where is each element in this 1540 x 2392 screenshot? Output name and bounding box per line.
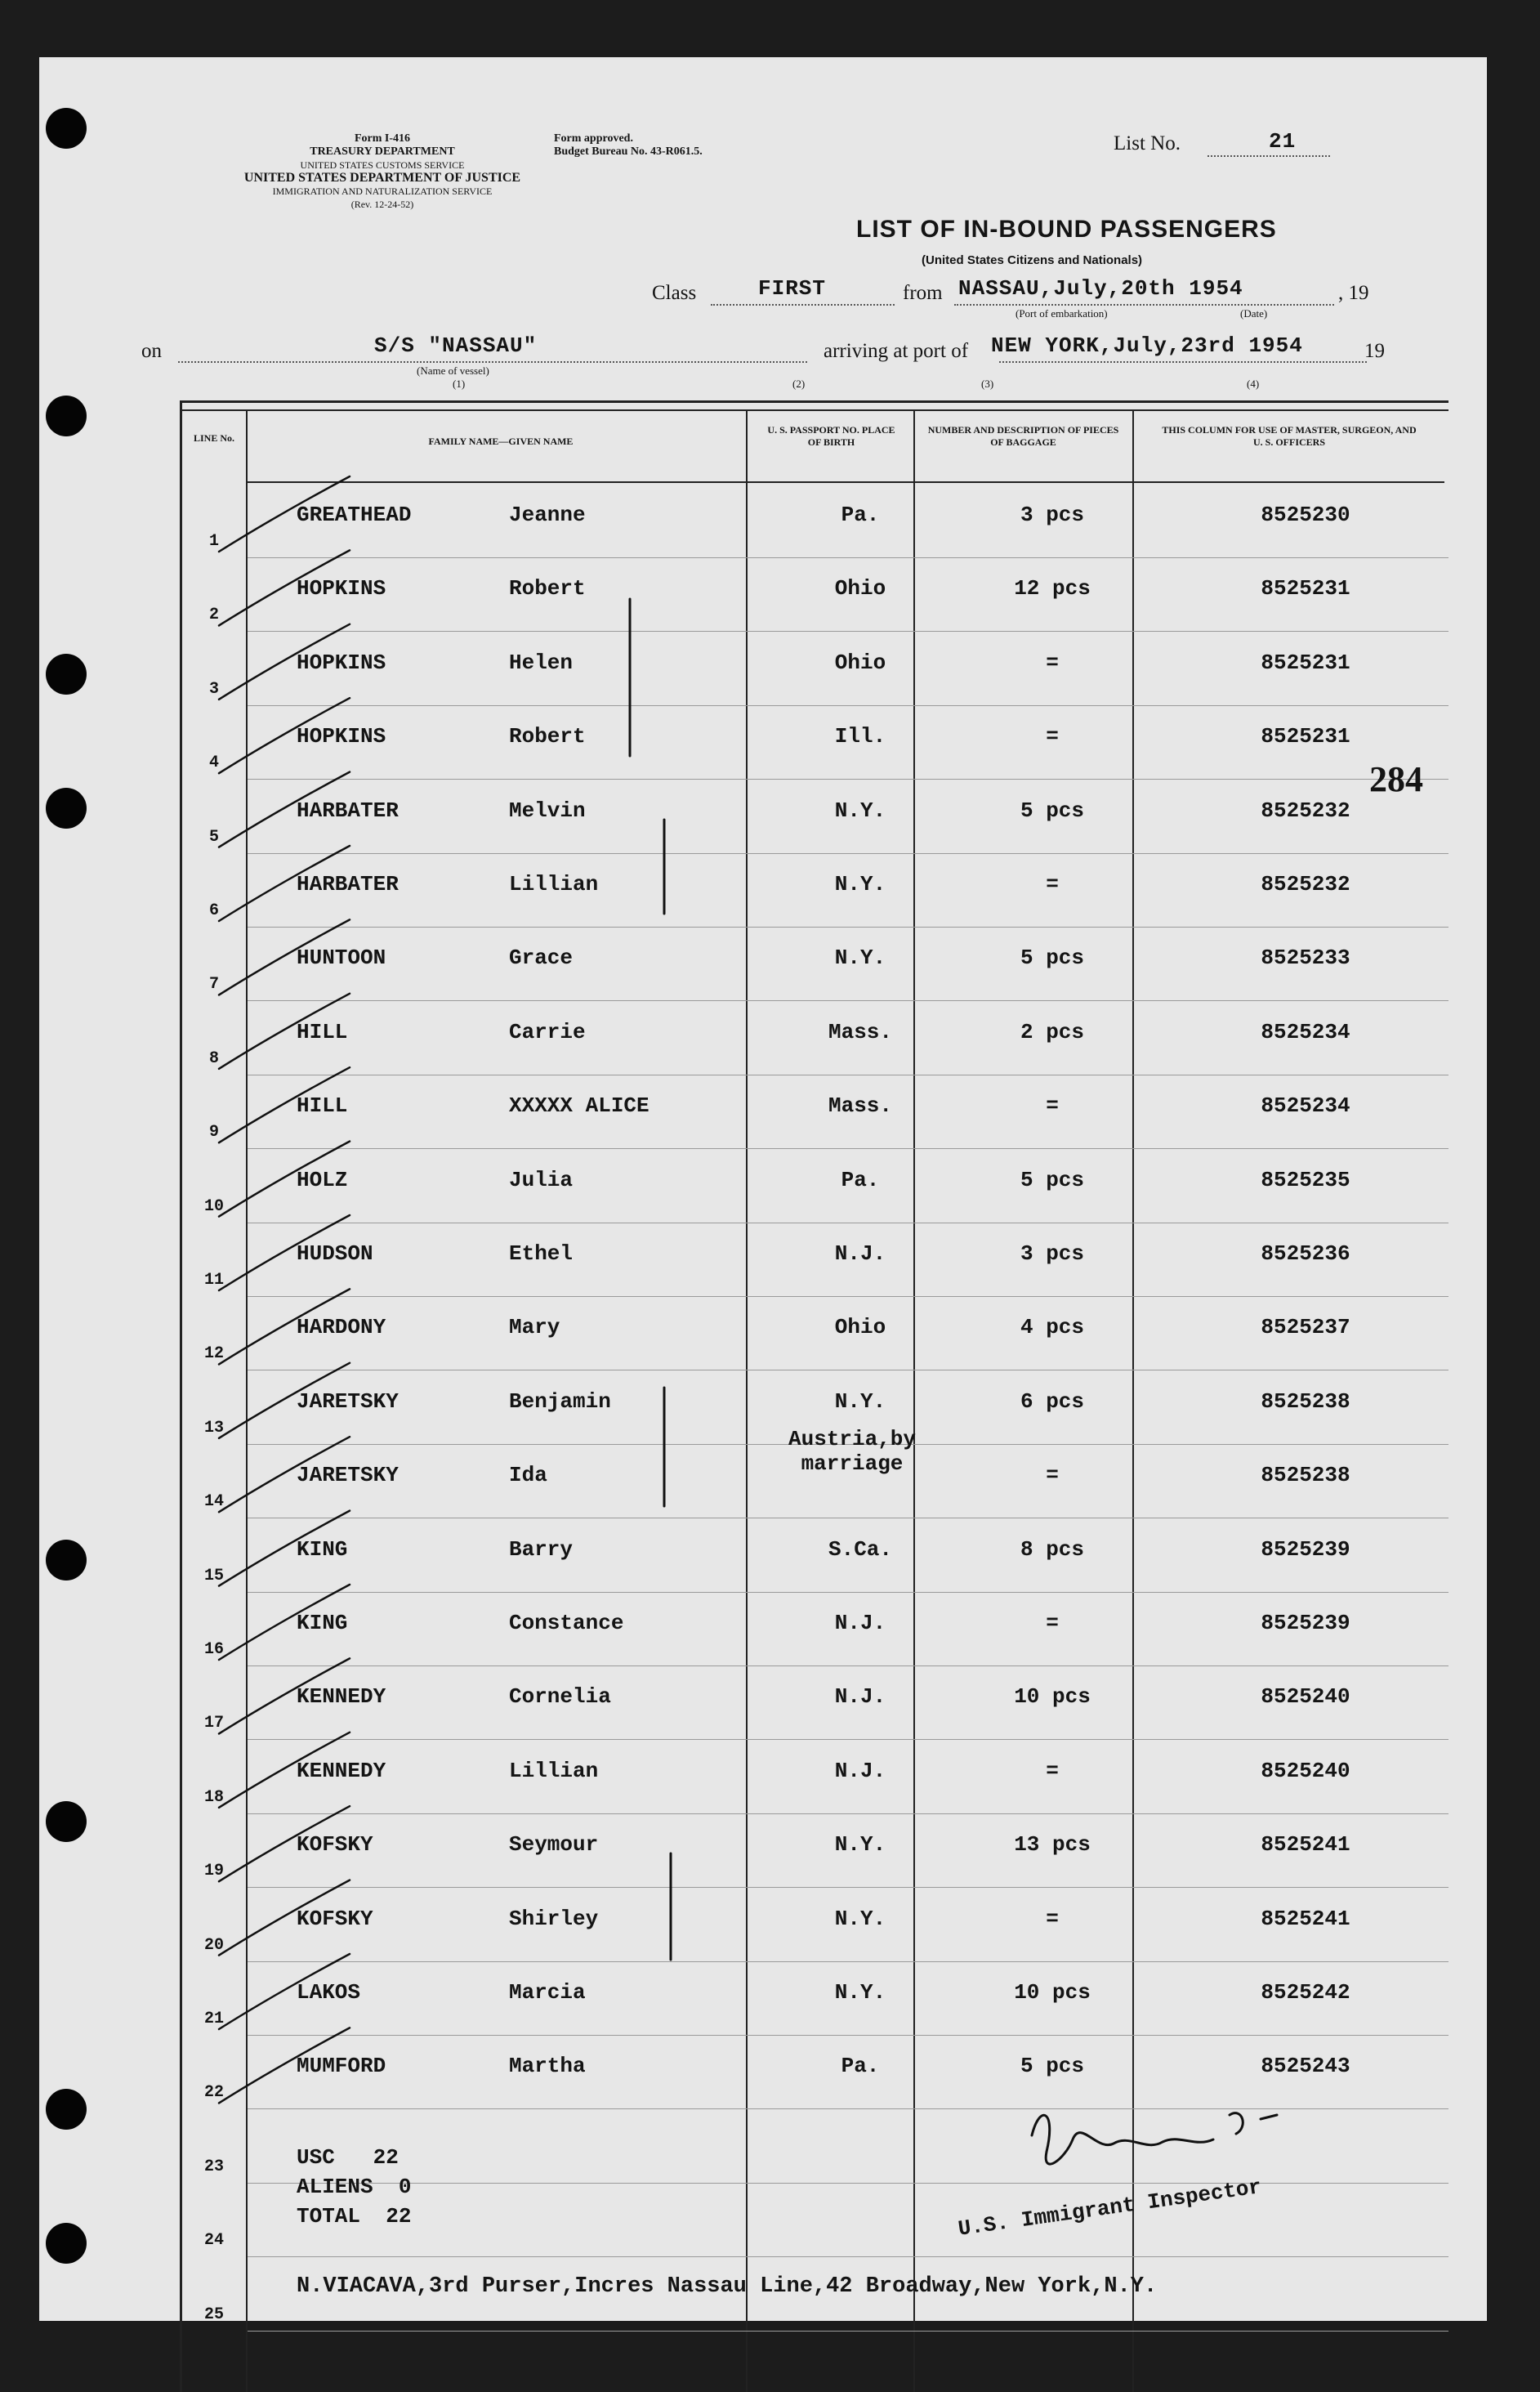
aliens-label: ALIENS [297,2175,373,2199]
given-name: Robert [509,576,586,601]
treasury-department: TREASURY DEPARTMENT [310,145,455,158]
given-name: Shirley [509,1906,599,1931]
purser-line: N.VIACAVA,3rd Purser,Incres Nassau Line,42 Broadway,New York,N.Y. [297,2274,1158,2299]
place-of-birth: Ohio [834,650,886,675]
list-no-line [1207,155,1330,157]
given-name: Mary [509,1315,560,1340]
form-title: LIST OF IN-BOUND PASSENGERS [856,216,1277,243]
place-of-birth: N.J. [834,1241,886,1266]
family-name: HOPKINS [297,576,386,601]
aliens-value: 0 [398,2175,412,2199]
baggage-count: 10 pcs [1014,1684,1091,1710]
given-name: Cornelia [509,1684,611,1710]
line-number: 22 [203,2083,224,2103]
note-1: (1) [453,378,466,390]
given-name: Benjamin [509,1388,611,1414]
officer-number: 8525236 [1261,1241,1350,1266]
family-name: HOLZ [297,1167,348,1192]
note-4: (4) [1247,378,1260,390]
from-label: from [903,282,943,304]
note-2: (2) [792,378,806,390]
place-of-birth: Austria,by marriage [788,1427,917,1477]
col-header-officers: THIS COLUMN FOR USE OF MASTER, SURGEON, AND U. S. OFFICERS [1162,424,1417,448]
form-approved: Form approved. [554,132,633,145]
place-of-birth: Pa. [841,2054,880,2079]
officer-number: 8525232 [1261,798,1350,823]
family-name: HUDSON [297,1241,373,1266]
line-number: 20 [203,1935,224,1955]
family-name: HILL [297,1093,348,1119]
officer-number: 8525242 [1261,1980,1350,2005]
officer-number: 8525241 [1261,1906,1350,1931]
family-name: HOPKINS [297,650,386,675]
line-number: 11 [203,1271,224,1290]
place-of-birth: Pa. [841,503,880,527]
officer-number: 8525239 [1261,1611,1350,1635]
punch-hole-1 [46,108,87,149]
line-number: 12 [203,1344,224,1364]
place-of-birth: S.Ca. [828,1536,892,1562]
vessel-name: S/S "NASSAU" [374,333,538,358]
family-name: JARETSKY [297,1388,399,1414]
baggage-count: = [1046,1758,1059,1783]
officer-number: 8525243 [1261,2054,1350,2079]
place-of-birth: N.J. [834,1684,886,1710]
given-name: XXXXX ALICE [509,1093,649,1119]
baggage-count: 3 pcs [1020,1241,1084,1266]
place-of-birth: N.Y. [834,1388,886,1414]
given-name: Martha [509,2054,586,2079]
given-name: Grace [509,946,574,971]
line-number: 15 [203,1566,224,1585]
given-name: Lillian [509,872,599,896]
family-name: LAKOS [297,1980,361,2005]
justice-department: UNITED STATES DEPARTMENT OF JUSTICE [243,171,521,185]
punch-hole-8 [46,2223,87,2264]
given-name: Marcia [509,1980,586,2005]
officer-number: 8525234 [1261,1093,1350,1119]
officer-number: 8525231 [1261,576,1350,601]
officer-number: 8525232 [1261,872,1350,896]
punch-hole-6 [46,1801,87,1842]
family-name: KENNEDY [297,1758,386,1783]
line-number: 10 [203,1196,224,1216]
total-label: TOTAL [297,2204,361,2229]
baggage-count: 5 pcs [1020,946,1084,971]
port-note: (Port of embarkation) [1016,307,1108,320]
vessel-note: (Name of vessel) [417,364,489,377]
line-number: 9 [208,1123,219,1142]
family-name: KING [297,1536,348,1562]
officer-number: 8525238 [1261,1388,1350,1414]
line-number: 16 [203,1640,224,1659]
baggage-count: = [1046,724,1059,749]
baggage-count: 5 pcs [1020,798,1084,823]
punch-hole-3 [46,654,87,695]
from-line [954,304,1334,306]
line-number: 1 [208,532,219,551]
place-of-birth: Mass. [828,1019,892,1044]
place-of-birth: Ill. [834,724,886,749]
given-name: Ethel [509,1241,574,1266]
punch-hole-4 [46,788,87,829]
line-number: 4 [208,753,219,773]
revision-date: (Rev. 12-24-52) [350,199,414,210]
on-label: on [141,340,162,362]
officer-number: 8525231 [1261,650,1350,675]
place-of-birth: N.Y. [834,798,886,823]
family-name: HARDONY [297,1315,386,1340]
agency-block [211,132,554,211]
given-name: Jeanne [509,503,586,527]
date-note: (Date) [1240,307,1268,320]
given-name: Ida [509,1463,547,1488]
family-name: KOFSKY [297,1832,373,1858]
baggage-count: 5 pcs [1020,2054,1084,2079]
baggage-count: = [1046,872,1059,896]
baggage-count: = [1046,1463,1059,1488]
officer-number: 8525240 [1261,1758,1350,1783]
place-of-birth: Ohio [834,576,886,601]
given-name: Julia [509,1167,574,1192]
approval-block [554,132,703,159]
baggage-count: = [1046,1906,1059,1931]
line-number: 17 [203,1714,224,1733]
form-number: Form I-416 [354,132,411,145]
usc-value: 22 [373,2145,399,2170]
baggage-count: 8 pcs [1020,1536,1084,1562]
total-value: 22 [386,2204,412,2229]
line-number: 3 [208,679,219,699]
officer-number: 8525230 [1261,503,1350,527]
col-header-baggage: NUMBER AND DESCRIPTION OF PIECES OF BAGGAGE [927,424,1119,448]
line-number: 6 [208,901,219,920]
family-name: HUNTOON [297,946,386,971]
family-name: MUMFORD [297,2054,386,2079]
line-number: 25 [203,2305,224,2324]
col-header-line: LINE No. [193,432,234,444]
line-number: 8 [208,1048,219,1068]
place-of-birth: N.J. [834,1758,886,1783]
family-name: KOFSKY [297,1906,373,1931]
place-of-birth: Ohio [834,1315,886,1340]
year-label: , 19 [1338,282,1369,304]
line-number: 19 [203,1862,224,1881]
officer-number: 8525241 [1261,1832,1350,1858]
arriving-label: arriving at port of [824,340,969,362]
inspector-signature [182,403,1448,2392]
given-name: Carrie [509,1019,586,1044]
family-name: KING [297,1611,348,1635]
family-name: HOPKINS [297,724,386,749]
passenger-table [180,400,1448,2392]
page-number: 284 [1369,759,1423,799]
place-of-birth: Mass. [828,1093,892,1119]
given-name: Constance [509,1611,624,1635]
line-number: 7 [208,975,219,995]
list-no-value: 21 [1269,129,1297,154]
officer-number: 8525239 [1261,1536,1350,1562]
officer-number: 8525233 [1261,946,1350,971]
given-name: Robert [509,724,586,749]
baggage-count: 3 pcs [1020,503,1084,527]
baggage-count: = [1046,1611,1059,1635]
list-no-label: List No. [1114,132,1181,154]
officer-number: 8525238 [1261,1463,1350,1488]
given-name: Lillian [509,1758,599,1783]
baggage-count: 13 pcs [1014,1832,1091,1858]
family-name: HARBATER [297,798,399,823]
budget-bureau-no: Budget Bureau No. 43-R061.5. [554,145,703,158]
immigration-service: IMMIGRATION AND NATURALIZATION SERVICE [272,186,493,197]
family-name: GREATHEAD [297,503,412,527]
place-of-birth: N.Y. [834,1980,886,2005]
line-number: 5 [208,827,219,847]
officer-number: 8525235 [1261,1167,1350,1192]
class-value: FIRST [758,276,827,301]
punch-hole-5 [46,1540,87,1581]
form-page [39,57,1487,2324]
place-of-birth: N.Y. [834,946,886,971]
baggage-count: = [1046,1093,1059,1119]
officer-number: 8525240 [1261,1684,1350,1710]
place-of-birth: N.Y. [834,1906,886,1931]
given-name: Helen [509,650,574,675]
col-header-passport: U. S. PASSPORT NO. PLACE OF BIRTH [767,424,895,448]
usc-label: USC [297,2145,335,2170]
punch-hole-7 [46,2089,87,2130]
baggage-count: 10 pcs [1014,1980,1091,2005]
officer-number: 8525231 [1261,724,1350,749]
vessel-line [178,361,807,363]
form-subtitle: (United States Citizens and Nationals) [922,253,1143,267]
class-line [711,304,895,306]
baggage-count: 12 pcs [1014,576,1091,601]
punch-hole-2 [46,396,87,436]
note-3: (3) [981,378,994,390]
arrival-line [999,361,1367,363]
baggage-count: 2 pcs [1020,1019,1084,1044]
given-name: Melvin [509,798,586,823]
baggage-count: 5 pcs [1020,1167,1084,1192]
family-name: KENNEDY [297,1684,386,1710]
family-name: HILL [297,1019,348,1044]
line-number: 14 [203,1492,224,1512]
customs-service: UNITED STATES CUSTOMS SERVICE [300,159,465,171]
arrival-value: NEW YORK,July,23rd 1954 [991,333,1303,358]
line-number: 2 [208,606,219,625]
line-number: 13 [203,1418,224,1437]
line-number: 21 [203,2010,224,2028]
officer-number: 8525234 [1261,1019,1350,1044]
line-number: 18 [203,1787,224,1807]
given-name: Barry [509,1536,574,1562]
place-of-birth: N.J. [834,1611,886,1635]
embarkation-value: NASSAU,July,20th 1954 [958,276,1243,301]
given-name: Seymour [509,1832,599,1858]
inspector-title: U.S. Immigrant Inspector [956,2175,1263,2242]
place-of-birth: N.Y. [834,1832,886,1858]
baggage-count: 4 pcs [1020,1315,1084,1340]
place-of-birth: Pa. [841,1167,880,1192]
baggage-count: 6 pcs [1020,1388,1084,1414]
family-name: HARBATER [297,872,399,896]
col-header-name: FAMILY NAME—GIVEN NAME [428,436,574,447]
line-number: 23 [203,2157,224,2176]
arrival-year: 19 [1364,340,1385,362]
class-label: Class [652,282,697,304]
place-of-birth: N.Y. [834,872,886,896]
baggage-count: = [1046,650,1059,675]
officer-number: 8525237 [1261,1315,1350,1340]
line-number: 24 [203,2231,224,2251]
family-name: JARETSKY [297,1463,399,1488]
